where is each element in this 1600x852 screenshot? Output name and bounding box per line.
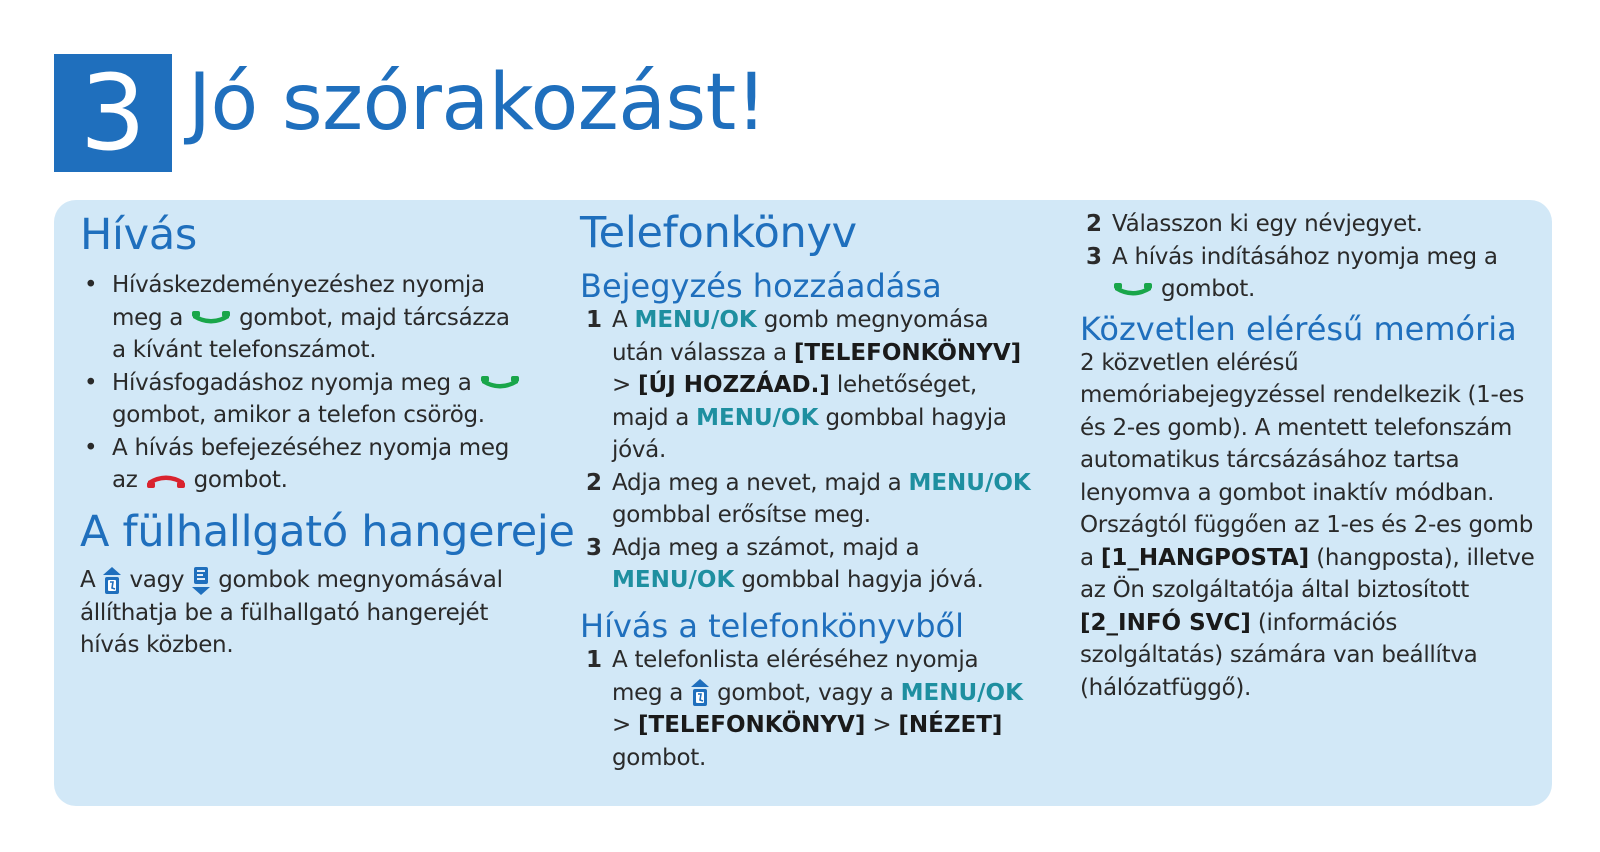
phonebook-up-icon: [690, 678, 710, 708]
step-number: 3: [586, 534, 602, 561]
list-item: [1080, 208, 1535, 241]
page-title: Jó szórakozást!: [188, 58, 767, 148]
list-item: [80, 367, 530, 432]
add-entry-steps: [580, 304, 1035, 597]
list-item: [580, 644, 1035, 774]
section-heading-calls: Hívás: [80, 210, 197, 260]
call-from-phonebook-steps-continued: [1080, 208, 1535, 306]
subheading-call-from-phonebook: Hívás a telefonkönyvből: [580, 606, 964, 645]
separator: >: [872, 712, 892, 739]
volume-text: gombok megnyomásával állíthatja be a fülhallgató hangerejét hívás közben.: [80, 567, 503, 659]
bullet-text: Hívásfogadáshoz nyomja meg a: [112, 369, 472, 396]
bullet-text: gombot.: [193, 467, 288, 494]
menu-ok-key: MENU/OK: [908, 469, 1031, 496]
volume-text: A: [80, 567, 96, 594]
step-text: A telefonlista eléréséhez nyomja meg a: [612, 647, 979, 706]
step-text: gombbal hagyja jóvá.: [612, 404, 1007, 464]
list-item: [580, 304, 1035, 467]
bullet-text: gombot, amikor a telefon csörög.: [112, 402, 485, 429]
step-text: gombot.: [612, 744, 706, 771]
volume-text: vagy: [129, 567, 185, 594]
call-icon: [1112, 281, 1154, 299]
phonebook-up-icon: [102, 566, 122, 596]
column-phonebook: [580, 200, 1035, 774]
content-panel: [54, 200, 1552, 806]
step-number: 2: [1086, 211, 1102, 237]
call-icon: [190, 309, 232, 327]
list-item: [580, 532, 1035, 597]
list-item: [80, 269, 530, 367]
list-item: [80, 432, 530, 497]
separator: >: [612, 712, 631, 739]
menu-ok-key: MENU/OK: [900, 679, 1023, 706]
paragraph-text: 2 közvetlen elérésű memóriabejegyzéssel rendelkezik (1-es és 2-es gomb). A mentett telefonszám automatikus tárcsázásához tartsa lenyomva a gombot inaktív módban. Országtól függően az 1-es és 2-es gomb a: [1080, 349, 1534, 571]
chapter-number: 3: [54, 54, 172, 172]
step-text: lehetőséget, majd a: [612, 372, 977, 431]
step-text: gombot, vagy a: [717, 679, 894, 706]
menu-ok-key: MENU/OK: [696, 404, 819, 431]
menu-option: [TELEFONKÖNYV]: [638, 712, 866, 739]
menu-option: [2_INFÓ SVC]: [1080, 609, 1251, 636]
step-text: gombbal hagyja jóvá.: [741, 567, 984, 594]
volume-down-icon: [191, 566, 211, 596]
list-item: [580, 467, 1035, 532]
menu-option: [1_HANGPOSTA]: [1100, 544, 1310, 571]
column-calls: [80, 200, 575, 662]
column-direct-memory: [1080, 200, 1535, 704]
end-call-icon: [145, 472, 187, 490]
menu-ok-key: MENU/OK: [634, 307, 757, 334]
subheading-add-entry: Bejegyzés hozzáadása: [580, 267, 942, 306]
step-text: Adja meg a nevet, majd a: [612, 469, 902, 496]
step-text: gombot.: [1161, 276, 1255, 302]
volume-paragraph: [80, 564, 530, 662]
call-from-phonebook-steps: [580, 644, 1035, 774]
subheading-direct-memory: Közvetlen elérésű memória: [1080, 309, 1517, 348]
call-icon: [479, 374, 521, 392]
menu-option: [ÚJ HOZZÁAD.]: [638, 372, 830, 399]
step-number: 3: [1086, 243, 1102, 270]
menu-ok-key: MENU/OK: [612, 567, 735, 594]
calls-bullet-list: [80, 269, 530, 497]
menu-option: [TELEFONKÖNYV]: [793, 339, 1022, 366]
list-item: [1080, 241, 1535, 306]
step-text: Adja meg a számot, majd a: [612, 534, 920, 561]
paragraph-text: (hangposta), illetve az Ön szolgáltatója által biztosított: [1080, 544, 1535, 604]
bullet-text: A hívás befejezéséhez nyomja meg az: [112, 434, 510, 494]
section-heading-phonebook: Telefonkönyv: [580, 208, 857, 258]
step-number: 1: [586, 647, 602, 674]
separator: >: [612, 372, 631, 399]
step-text: gombbal erősítse meg.: [612, 502, 871, 529]
step-text: gomb megnyomása után válassza a: [612, 307, 989, 366]
step-number: 1: [586, 307, 602, 334]
step-number: 2: [586, 469, 602, 496]
bullet-text: Híváskezdeményezéshez nyomja meg a: [112, 272, 485, 331]
menu-option: [NÉZET]: [898, 712, 1003, 739]
step-text: A: [612, 307, 628, 334]
step-text: A hívás indításához nyomja meg a: [1112, 243, 1498, 270]
direct-memory-paragraph: [1080, 347, 1535, 705]
section-heading-volume: A fülhallgató hangereje: [80, 506, 575, 557]
paragraph-text: (információs szolgáltatás) számára van beállítva (hálózatfüggő).: [1080, 609, 1478, 701]
bullet-text: gombot, majd tárcsázza a kívánt telefonszámot.: [112, 304, 510, 364]
step-text: Válasszon ki egy névjegyet.: [1112, 211, 1423, 237]
